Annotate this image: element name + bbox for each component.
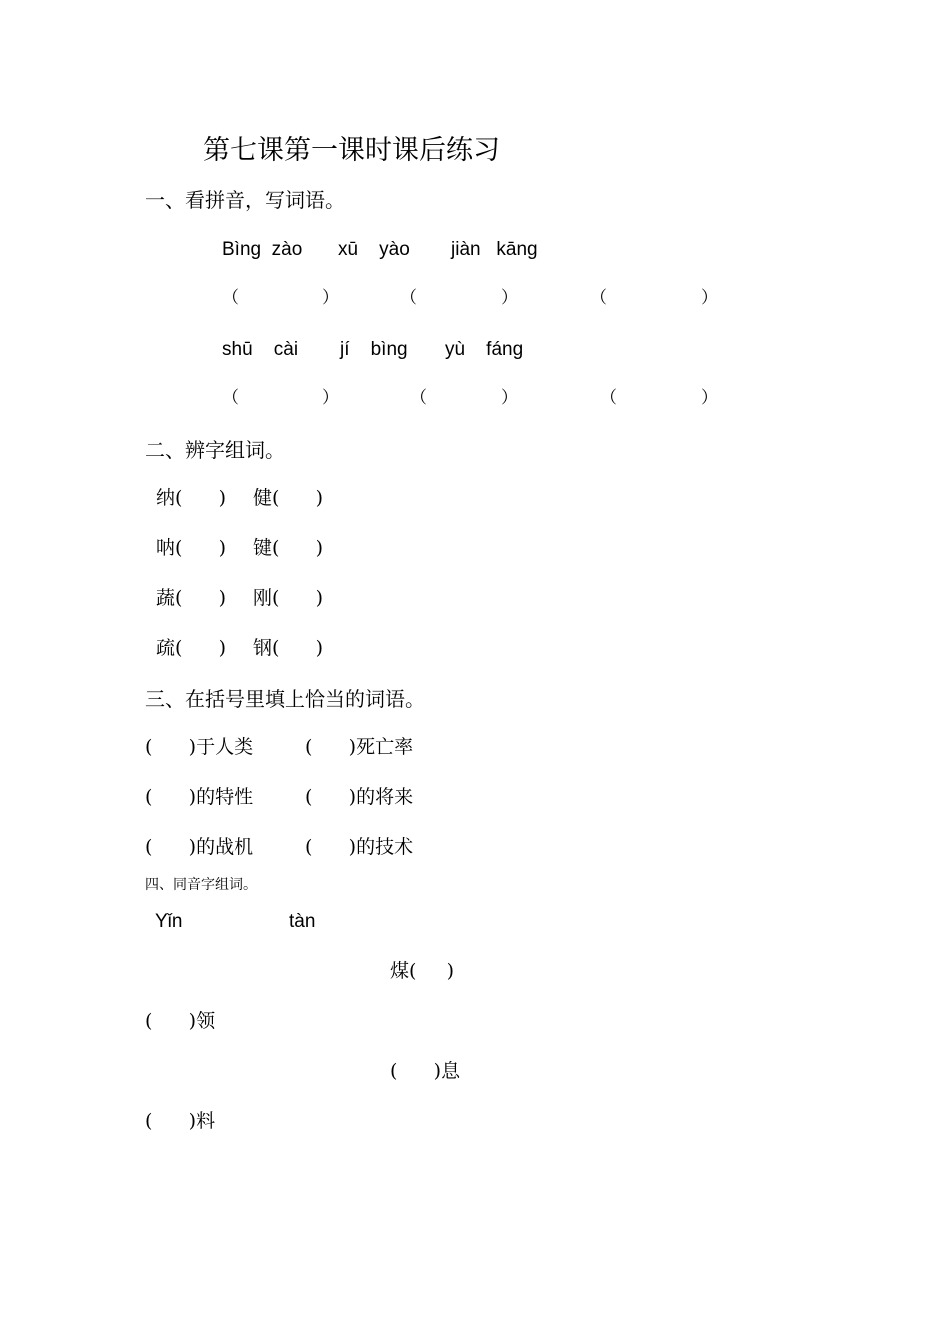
word-item[interactable]: 钢( ) — [253, 637, 324, 659]
blank-close: ） — [501, 388, 518, 408]
word-item[interactable]: 蔬( ) — [156, 587, 227, 609]
blank-close: ） — [701, 288, 718, 308]
blank-open: （ — [222, 388, 239, 408]
blank-open: （ — [590, 288, 607, 308]
homophone-item[interactable]: ( )料 — [145, 1110, 216, 1132]
blank-close: ） — [322, 388, 339, 408]
fill-item[interactable]: ( )的技术 — [305, 836, 414, 858]
blank-open: （ — [400, 288, 417, 308]
blank-open: （ — [222, 288, 239, 308]
pinyin-1-2: xū yào — [338, 239, 410, 260]
homophone-item[interactable]: ( )领 — [145, 1010, 216, 1032]
pinyin-2-3: yù fáng — [445, 339, 524, 360]
fill-item[interactable]: ( )的战机 — [145, 836, 254, 858]
section4-heading: 四、同音字组词。 — [145, 877, 257, 893]
word-item[interactable]: 刚( ) — [253, 587, 324, 609]
homophone-item[interactable]: 煤( ) — [390, 960, 455, 982]
fill-item[interactable]: ( )死亡率 — [305, 736, 414, 758]
blank-open: （ — [410, 388, 427, 408]
pinyin-yin: Yǐn — [155, 911, 183, 932]
word-item[interactable]: 健( ) — [253, 487, 324, 509]
word-item[interactable]: 键( ) — [253, 537, 324, 559]
blank-close: ） — [322, 288, 339, 308]
homophone-item[interactable]: ( )息 — [390, 1060, 461, 1082]
fill-item[interactable]: ( )的将来 — [305, 786, 414, 808]
word-item[interactable]: 疏( ) — [156, 637, 227, 659]
page-title: 第七课第一课时课后练习 — [203, 135, 500, 166]
word-item[interactable]: 纳( ) — [156, 487, 227, 509]
pinyin-tan: tàn — [289, 911, 316, 932]
fill-item[interactable]: ( )的特性 — [145, 786, 254, 808]
pinyin-1-1: Bìng zào — [222, 239, 303, 260]
word-item[interactable]: 呐( ) — [156, 537, 227, 559]
blank-open: （ — [600, 388, 617, 408]
blank-close: ） — [501, 288, 518, 308]
fill-item[interactable]: ( )于人类 — [145, 736, 254, 758]
section3-heading: 三、在括号里填上恰当的词语。 — [145, 687, 425, 711]
section1-heading: 一、看拼音，写词语。 — [145, 188, 345, 212]
section2-heading: 二、辨字组词。 — [145, 438, 285, 462]
pinyin-2-1: shū cài — [222, 339, 299, 360]
pinyin-2-2: jí bìng — [340, 339, 408, 360]
pinyin-1-3: jiàn kāng — [451, 239, 538, 260]
blank-close: ） — [701, 388, 718, 408]
